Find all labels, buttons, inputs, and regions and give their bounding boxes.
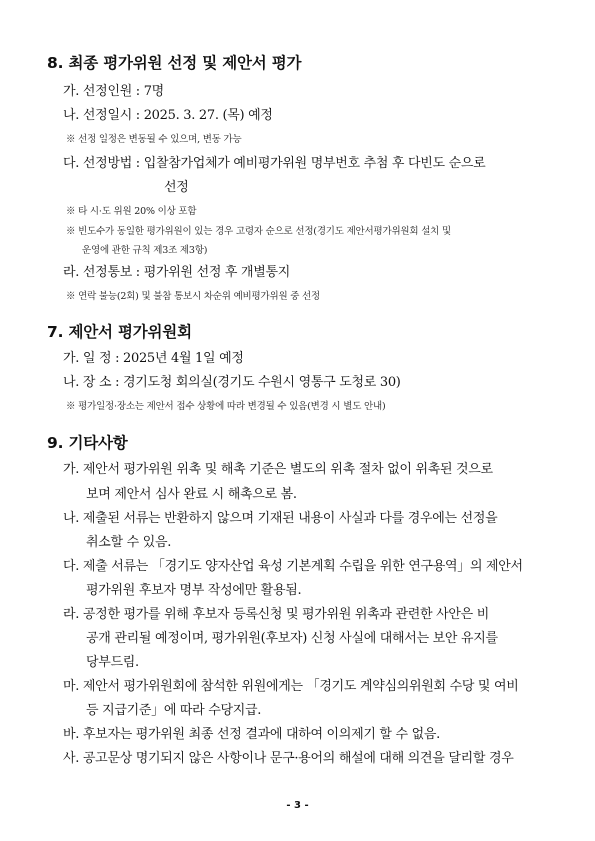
note-item: ※ 선정 일정은 변동될 수 있으며, 변동 가능: [66, 134, 242, 145]
list-item-continuation: 평가위원 후보자 명부 작성에만 활용됨.: [86, 583, 302, 598]
list-item: 라. 선정통보 : 평가위원 선정 후 개별통지: [63, 265, 291, 280]
list-item-continuation: 선정: [164, 180, 189, 195]
list-item: 사. 공고문상 명기되지 않은 사항이나 문구·용어의 해설에 대해 의견을 달리할 경우: [63, 751, 514, 766]
list-item: 가. 제안서 평가위원 위촉 및 해촉 기준은 별도의 위촉 절차 없이 위촉된 것으로: [63, 462, 493, 477]
list-item: 다. 제출 서류는 「경기도 양자산업 육성 기본계획 수립을 위한 연구용역」의 제안서: [63, 559, 523, 574]
note-item: ※ 빈도수가 동일한 평가위원이 있는 경우 고령자 순으로 선정(경기도 제안서평가위원회 설치 및: [66, 226, 451, 237]
page-number: - 3 -: [286, 800, 309, 811]
list-item: 바. 후보자는 평가위원 최종 선정 결과에 대하여 이의제기 할 수 없음.: [63, 727, 440, 742]
list-item: 나. 장 소 : 경기도청 회의실(경기도 수원시 영통구 도청로 30): [63, 375, 401, 390]
note-item-continuation: 운영에 관한 규칙 제3조 제3항): [82, 245, 208, 256]
list-item: 다. 선정방법 : 입찰참가업체가 예비평가위원 명부번호 추첨 후 다빈도 순으로: [63, 156, 486, 171]
list-item-continuation: 당부드림.: [86, 655, 139, 670]
note-item: ※ 평가일정·장소는 제안서 접수 상황에 따라 변경될 수 있음(변경 시 별도 안내): [66, 401, 386, 412]
list-item: 가. 일 정 : 2025년 4월 1일 예정: [63, 351, 244, 366]
list-item-continuation: 취소할 수 있음.: [86, 535, 172, 550]
note-item: ※ 타 시·도 위원 20% 이상 포함: [66, 206, 197, 217]
list-item-continuation: 공개 관리될 예정이며, 평가위원(후보자) 신청 사실에 대해서는 보안 유지를: [86, 631, 498, 646]
list-item: 나. 선정일시 : 2025. 3. 27. (목) 예정: [63, 108, 273, 123]
list-item: 라. 공정한 평가를 위해 후보자 등록신청 및 평가위원 위촉과 관련한 사안은 비: [63, 607, 489, 622]
section-heading: 8. 최종 평가위원 선정 및 제안서 평가: [47, 54, 302, 72]
list-item-continuation: 등 지급기준」에 따라 수당지급.: [86, 703, 262, 718]
section-heading: 9. 기타사항: [47, 434, 128, 452]
list-item: 가. 선정인원 : 7명: [63, 84, 164, 99]
section-heading: 7. 제안서 평가위원회: [47, 323, 192, 341]
note-item: ※ 연락 불능(2회) 및 불참 통보시 차순위 예비평가위원 중 선정: [66, 291, 321, 302]
list-item: 나. 제출된 서류는 반환하지 않으며 기재된 내용이 사실과 다를 경우에는 선정을: [63, 511, 498, 526]
list-item-continuation: 보며 제안서 심사 완료 시 해촉으로 봄.: [86, 487, 297, 502]
list-item: 마. 제안서 평가위원회에 참석한 위원에게는 「경기도 계약심의위원회 수당 및 여비: [63, 679, 519, 694]
